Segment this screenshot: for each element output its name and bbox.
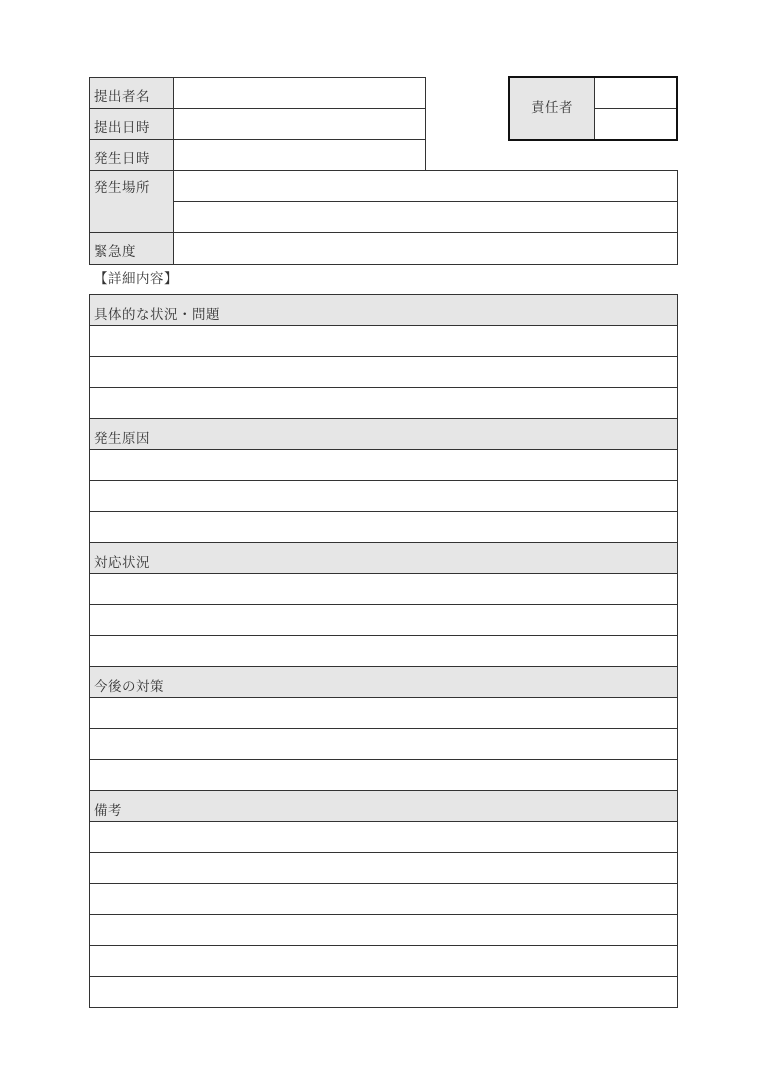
section-entry-line[interactable] [90,387,677,418]
detail-table [89,294,678,1008]
manager-label-cell [510,78,595,139]
section-header [90,790,677,821]
section-entry-line[interactable] [90,852,677,883]
location-label-cell [89,170,174,233]
location-field-line-2[interactable] [173,201,678,233]
section-entry-line[interactable] [90,325,677,356]
section-title: 発生原因 [94,431,150,447]
manager-stamp-slot[interactable] [595,78,676,108]
location-label: 発生場所 [94,180,150,196]
occurrence-date-label-cell [89,139,174,171]
occurrence-date-field[interactable] [173,139,426,171]
submit-date-field[interactable] [173,108,426,140]
section-entry-line[interactable] [90,883,677,914]
section-header [90,418,677,449]
section-entry-line[interactable] [90,635,677,666]
section-entry-line[interactable] [90,573,677,604]
section-entry-line[interactable] [90,759,677,790]
manager-stamp-slots [595,78,676,139]
submitter-label: 提出者名 [94,89,150,105]
urgency-label-cell [89,232,174,265]
section-entry-line[interactable] [90,914,677,945]
section-entry-line[interactable] [90,449,677,480]
section-header [90,294,677,325]
submitter-label-cell [89,77,174,109]
manager-stamp-slot[interactable] [595,108,676,139]
section-entry-line[interactable] [90,356,677,387]
section-header [90,666,677,697]
section-header [90,542,677,573]
section-title: 今後の対策 [94,679,164,695]
section-title: 対応状況 [94,555,150,571]
manager-stamp-box [508,76,678,141]
detail-caption: 【詳細内容】 [94,271,178,287]
section-entry-line[interactable] [90,480,677,511]
location-field-line-1[interactable] [173,170,678,202]
submit-date-label-cell [89,108,174,140]
urgency-field[interactable] [173,232,678,265]
submitter-field[interactable] [173,77,426,109]
section-entry-line[interactable] [90,821,677,852]
urgency-label: 緊急度 [94,244,136,260]
section-entry-line[interactable] [90,697,677,728]
occurrence-date-label: 発生日時 [94,151,150,167]
submit-date-label: 提出日時 [94,120,150,136]
section-entry-line[interactable] [90,728,677,759]
section-entry-line[interactable] [90,604,677,635]
section-title: 具体的な状況・問題 [94,307,220,323]
section-entry-line[interactable] [90,945,677,976]
section-entry-line[interactable] [90,976,677,1007]
section-entry-line[interactable] [90,511,677,542]
manager-label: 責任者 [531,99,573,116]
section-title: 備考 [94,803,122,819]
